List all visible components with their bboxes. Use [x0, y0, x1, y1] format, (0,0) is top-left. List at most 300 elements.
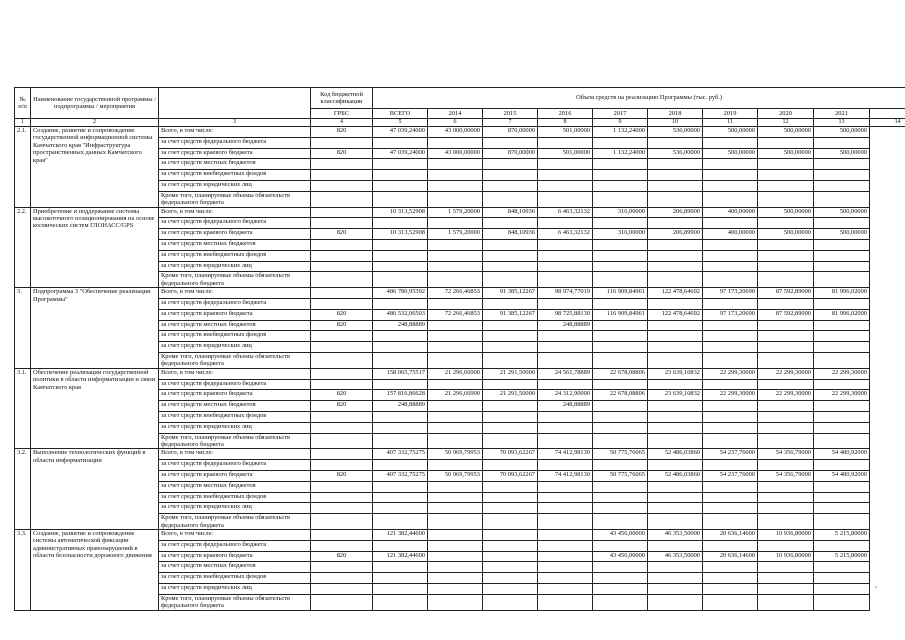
- section-name: Подпрограмма 3 "Обеспечение реализации Программы": [31, 288, 159, 369]
- year-value: [538, 218, 593, 229]
- total-value: 121 382,44600: [373, 551, 428, 562]
- year-value: [483, 320, 538, 331]
- year-value: [648, 514, 703, 530]
- grbs-code: [311, 261, 373, 272]
- year-value: [648, 594, 703, 610]
- grbs-code: [311, 218, 373, 229]
- year-value: [814, 422, 870, 433]
- year-value: [648, 159, 703, 170]
- total-value: [373, 352, 428, 368]
- total-value: [373, 492, 428, 503]
- year-value: [648, 342, 703, 353]
- column-number: 12: [758, 119, 814, 127]
- year-value: 6 463,32132: [538, 229, 593, 240]
- year-value: [538, 529, 593, 540]
- year-value: [648, 218, 703, 229]
- year-value: [814, 401, 870, 412]
- year-value: [428, 379, 483, 390]
- year-value: 206,89900: [648, 207, 703, 218]
- year-value: 22 299,30000: [758, 368, 814, 379]
- year-value: 54 480,92000: [814, 449, 870, 460]
- grbs-code: [311, 562, 373, 573]
- year-value: 22 678,08806: [593, 390, 648, 401]
- year-value: 43 000,00000: [428, 127, 483, 138]
- funding-source: за счет средств юридических лиц: [159, 503, 311, 514]
- year-value: [814, 503, 870, 514]
- total-value: [373, 503, 428, 514]
- year-value: [703, 239, 758, 250]
- year-value: [814, 170, 870, 181]
- grbs-code: [311, 379, 373, 390]
- year-value: [428, 170, 483, 181]
- budget-table: [14, 87, 905, 611]
- year-value: 206,89900: [648, 229, 703, 240]
- column-number: 4: [311, 119, 373, 127]
- grbs-code: [311, 481, 373, 492]
- funding-source: за счет средств краевого бюджета: [159, 148, 311, 159]
- year-value: 74 412,98130: [538, 449, 593, 460]
- year-value: [758, 583, 814, 594]
- page-mark: ▫: [874, 585, 877, 591]
- year-value: [538, 298, 593, 309]
- funding-source: за счет средств федерального бюджета: [159, 540, 311, 551]
- grbs-code: [311, 514, 373, 530]
- year-value: 1 132,24000: [593, 127, 648, 138]
- year-value: [703, 379, 758, 390]
- total-value: [373, 159, 428, 170]
- section-number: 3.: [15, 288, 31, 369]
- year-value: 87 592,89000: [758, 309, 814, 320]
- year-value: [428, 503, 483, 514]
- funding-source: за счет средств внебюджетных фондов: [159, 573, 311, 584]
- year-value: [814, 250, 870, 261]
- year-value: [593, 170, 648, 181]
- year-value: [814, 514, 870, 530]
- grbs-code: 820: [311, 390, 373, 401]
- year-value: [758, 298, 814, 309]
- year-value: [538, 540, 593, 551]
- year-value: [648, 460, 703, 471]
- total-value: [373, 331, 428, 342]
- year-value: 122 478,64692: [648, 288, 703, 299]
- year-value: [814, 239, 870, 250]
- year-value: 20 636,14600: [703, 529, 758, 540]
- year-value: 500,00000: [814, 148, 870, 159]
- year-value: [648, 331, 703, 342]
- year-value: 50 969,79953: [428, 449, 483, 460]
- year-value: 54 237,76000: [703, 449, 758, 460]
- funding-source: Всего, в том числе:: [159, 288, 311, 299]
- grbs-code: 820: [311, 229, 373, 240]
- grbs-code: 820: [311, 551, 373, 562]
- year-value: 23 639,10832: [648, 390, 703, 401]
- grbs-code: [311, 137, 373, 148]
- year-value: [428, 298, 483, 309]
- year-value: 500,00000: [703, 148, 758, 159]
- year-value: [483, 551, 538, 562]
- year-value: 46 353,50000: [648, 551, 703, 562]
- header-name: Наименование государственной программы / подпрограммы / мероприятия: [31, 88, 159, 119]
- year-value: [758, 352, 814, 368]
- year-value: [814, 159, 870, 170]
- funding-source: за счет средств юридических лиц: [159, 342, 311, 353]
- year-value: [703, 272, 758, 288]
- total-value: [373, 272, 428, 288]
- year-value: 536,00000: [648, 127, 703, 138]
- year-value: [428, 514, 483, 530]
- year-value: 54 356,79000: [758, 470, 814, 481]
- year-value: 500,00000: [703, 127, 758, 138]
- year-value: 500,00000: [758, 207, 814, 218]
- year-value: [593, 562, 648, 573]
- year-value: [428, 272, 483, 288]
- year-value: [538, 250, 593, 261]
- year-value: [814, 460, 870, 471]
- year-value: [648, 411, 703, 422]
- year-value: 870,00000: [483, 127, 538, 138]
- year-value: [593, 411, 648, 422]
- year-value: [758, 250, 814, 261]
- funding-source: Всего, в том числе:: [159, 368, 311, 379]
- year-value: [758, 503, 814, 514]
- grbs-code: [311, 298, 373, 309]
- section-name: Обеспечение реализации государственной политики в области информатизации и связи Камчатского края: [31, 368, 159, 449]
- year-value: [483, 562, 538, 573]
- funding-source: Кроме того, планируемые объемы обязательств федерального бюджета: [159, 433, 311, 449]
- year-value: 848,10936: [483, 207, 538, 218]
- year-value: [428, 492, 483, 503]
- year-value: 50 775,76065: [593, 470, 648, 481]
- year-value: [483, 298, 538, 309]
- year-value: [483, 433, 538, 449]
- funding-source: Кроме того, планируемые объемы обязательств федерального бюджета: [159, 191, 311, 207]
- year-value: 116 909,84961: [593, 288, 648, 299]
- year-value: [483, 170, 538, 181]
- year-value: [538, 180, 593, 191]
- total-value: 157 816,86628: [373, 390, 428, 401]
- year-value: [593, 594, 648, 610]
- year-value: [648, 583, 703, 594]
- year-value: 500,00000: [758, 148, 814, 159]
- column-number: 7: [483, 119, 538, 127]
- year-value: 74 412,98130: [538, 470, 593, 481]
- total-value: 10 313,52908: [373, 207, 428, 218]
- year-value: [648, 573, 703, 584]
- total-value: [373, 218, 428, 229]
- document-sheet: [14, 87, 901, 611]
- year-value: [593, 331, 648, 342]
- year-value: 22 299,30000: [703, 390, 758, 401]
- section-name: Создание, развитие и сопровождение системы автоматической фиксации административных правонарушений в области безопасности дорожного движения: [31, 529, 159, 610]
- year-value: [538, 583, 593, 594]
- year-value: [703, 250, 758, 261]
- year-value: 1 132,24000: [593, 148, 648, 159]
- year-value: [538, 261, 593, 272]
- year-value: [593, 492, 648, 503]
- total-value: [373, 562, 428, 573]
- year-value: [483, 460, 538, 471]
- year-value: [593, 191, 648, 207]
- grbs-code: [311, 411, 373, 422]
- year-value: [648, 540, 703, 551]
- section-number: 3.2.: [15, 449, 31, 530]
- year-value: [538, 411, 593, 422]
- year-value: [703, 594, 758, 610]
- year-value: 21 296,66900: [428, 368, 483, 379]
- year-value: [538, 460, 593, 471]
- year-value: [538, 514, 593, 530]
- year-value: [483, 239, 538, 250]
- year-value: [538, 352, 593, 368]
- year-value: 43 000,00000: [428, 148, 483, 159]
- year-value: 1 579,20000: [428, 229, 483, 240]
- year-value: [814, 261, 870, 272]
- year-value: [758, 401, 814, 412]
- total-value: [373, 460, 428, 471]
- total-value: 10 313,52908: [373, 229, 428, 240]
- funding-source: Кроме того, планируемые объемы обязательств федерального бюджета: [159, 352, 311, 368]
- section-number: 3.1.: [15, 368, 31, 449]
- column-number: 11: [703, 119, 758, 127]
- column-header: 2015: [483, 109, 538, 119]
- year-value: 97 173,20690: [703, 309, 758, 320]
- year-value: [814, 492, 870, 503]
- total-value: [373, 583, 428, 594]
- year-value: [428, 583, 483, 594]
- year-value: [814, 540, 870, 551]
- year-value: [758, 481, 814, 492]
- total-value: [373, 180, 428, 191]
- year-value: [428, 137, 483, 148]
- funding-source: за счет средств внебюджетных фондов: [159, 331, 311, 342]
- year-value: [483, 159, 538, 170]
- year-value: [703, 492, 758, 503]
- year-value: [428, 261, 483, 272]
- year-value: 98 725,88130: [538, 309, 593, 320]
- section-name: Создание, развитие и сопровождение государственной информационной системы Камчатского края "Инфраструктура пространственных данных Камчатского края": [31, 127, 159, 208]
- year-value: [593, 503, 648, 514]
- table-row: [15, 449, 905, 460]
- year-value: [593, 342, 648, 353]
- funding-source: за счет средств федерального бюджета: [159, 137, 311, 148]
- year-value: [703, 180, 758, 191]
- year-value: 70 093,62267: [483, 470, 538, 481]
- grbs-code: [311, 594, 373, 610]
- header-volume: Объем средств на реализацию Программы (тыс. руб.): [373, 88, 905, 109]
- year-value: 81 996,02000: [814, 288, 870, 299]
- grbs-code: [311, 449, 373, 460]
- grbs-code: [311, 342, 373, 353]
- year-value: 50 969,79953: [428, 470, 483, 481]
- funding-source: за счет средств внебюджетных фондов: [159, 492, 311, 503]
- year-value: 536,00000: [648, 148, 703, 159]
- year-value: [428, 401, 483, 412]
- year-value: [483, 492, 538, 503]
- year-value: [648, 272, 703, 288]
- year-value: [593, 540, 648, 551]
- funding-source: Всего, в том числе:: [159, 127, 311, 138]
- year-value: [483, 352, 538, 368]
- column-number: 2: [31, 119, 159, 127]
- year-value: 22 299,30000: [814, 390, 870, 401]
- year-value: [428, 250, 483, 261]
- year-value: [648, 492, 703, 503]
- year-value: 97 173,20690: [703, 288, 758, 299]
- year-value: [814, 320, 870, 331]
- year-value: [703, 342, 758, 353]
- year-value: [703, 170, 758, 181]
- year-value: [758, 218, 814, 229]
- year-value: [758, 159, 814, 170]
- column-header: 2014: [428, 109, 483, 119]
- funding-source: за счет средств федерального бюджета: [159, 218, 311, 229]
- total-value: [373, 298, 428, 309]
- column-header: ГРБС: [311, 109, 373, 119]
- year-value: [648, 298, 703, 309]
- year-value: 501,00000: [538, 148, 593, 159]
- section-number: 2.1.: [15, 127, 31, 208]
- column-number: 14: [870, 119, 905, 127]
- total-value: [373, 514, 428, 530]
- grbs-code: [311, 331, 373, 342]
- funding-source: за счет средств местных бюджетов: [159, 239, 311, 250]
- grbs-code: 820: [311, 401, 373, 412]
- funding-source: Кроме того, планируемые объемы обязательств федерального бюджета: [159, 272, 311, 288]
- year-value: 116 909,84961: [593, 309, 648, 320]
- grbs-code: [311, 529, 373, 540]
- column-number: 6: [428, 119, 483, 127]
- year-value: [814, 433, 870, 449]
- year-value: 98 974,77019: [538, 288, 593, 299]
- year-value: [648, 352, 703, 368]
- year-value: 54 237,76000: [703, 470, 758, 481]
- grbs-code: [311, 503, 373, 514]
- year-value: [703, 320, 758, 331]
- year-value: 5 215,80000: [814, 529, 870, 540]
- year-value: [758, 342, 814, 353]
- year-value: [483, 594, 538, 610]
- year-value: [538, 379, 593, 390]
- year-value: 848,10936: [483, 229, 538, 240]
- grbs-code: [311, 352, 373, 368]
- funding-source: за счет средств местных бюджетов: [159, 481, 311, 492]
- year-value: [483, 401, 538, 412]
- year-value: [538, 342, 593, 353]
- year-value: 70 093,62267: [483, 449, 538, 460]
- year-value: [758, 191, 814, 207]
- year-value: [483, 514, 538, 530]
- year-value: [538, 137, 593, 148]
- grbs-code: [311, 207, 373, 218]
- year-value: 50 775,76065: [593, 449, 648, 460]
- grbs-code: 820: [311, 470, 373, 481]
- year-value: 500,00000: [758, 127, 814, 138]
- year-value: [428, 562, 483, 573]
- year-value: 72 266,46853: [428, 309, 483, 320]
- year-value: [814, 342, 870, 353]
- year-value: 22 299,30000: [814, 368, 870, 379]
- funding-source: за счет средств юридических лиц: [159, 422, 311, 433]
- year-value: 21 291,50000: [483, 390, 538, 401]
- year-value: [758, 180, 814, 191]
- total-value: [373, 239, 428, 250]
- funding-source: за счет средств краевого бюджета: [159, 309, 311, 320]
- year-value: 316,00000: [593, 229, 648, 240]
- year-value: 500,00000: [758, 229, 814, 240]
- year-value: [538, 562, 593, 573]
- total-value: [373, 191, 428, 207]
- year-value: [428, 352, 483, 368]
- total-value: [373, 379, 428, 390]
- year-value: [483, 191, 538, 207]
- year-value: [758, 239, 814, 250]
- year-value: [703, 137, 758, 148]
- year-value: 91 385,12267: [483, 309, 538, 320]
- year-value: [758, 433, 814, 449]
- year-value: [483, 481, 538, 492]
- total-value: 407 332,75275: [373, 470, 428, 481]
- year-value: [428, 573, 483, 584]
- year-value: [703, 298, 758, 309]
- year-value: [593, 218, 648, 229]
- year-value: [814, 298, 870, 309]
- year-value: 400,00000: [703, 207, 758, 218]
- total-value: [373, 481, 428, 492]
- year-value: [483, 379, 538, 390]
- year-value: [593, 180, 648, 191]
- year-value: [703, 401, 758, 412]
- year-value: [483, 573, 538, 584]
- funding-source: за счет средств местных бюджетов: [159, 401, 311, 412]
- year-value: 248,88889: [538, 401, 593, 412]
- year-value: [593, 573, 648, 584]
- total-value: [373, 540, 428, 551]
- funding-source: за счет средств местных бюджетов: [159, 159, 311, 170]
- total-value: [373, 433, 428, 449]
- column-header: 2018: [648, 109, 703, 119]
- funding-source: за счет средств местных бюджетов: [159, 562, 311, 573]
- year-value: [538, 551, 593, 562]
- year-value: [703, 583, 758, 594]
- funding-source: Всего, в том числе:: [159, 529, 311, 540]
- year-value: 43 456,00000: [593, 551, 648, 562]
- year-value: [428, 551, 483, 562]
- year-value: [648, 261, 703, 272]
- column-header: 2016: [538, 109, 593, 119]
- year-value: [428, 422, 483, 433]
- total-value: 248,88889: [373, 320, 428, 331]
- table-row: [15, 127, 905, 138]
- section-name: Приобретение и поддержание системы высокоточного позиционирования на основе космических систем ГЛОНАСС/GPS: [31, 207, 159, 288]
- grbs-code: [311, 433, 373, 449]
- year-value: 501,00000: [538, 127, 593, 138]
- funding-source: за счет средств юридических лиц: [159, 261, 311, 272]
- year-value: [758, 460, 814, 471]
- year-value: [758, 514, 814, 530]
- year-value: [593, 159, 648, 170]
- year-value: [483, 261, 538, 272]
- grbs-code: [311, 460, 373, 471]
- year-value: [703, 460, 758, 471]
- year-value: [593, 401, 648, 412]
- grbs-code: [311, 422, 373, 433]
- total-value: 486 532,06503: [373, 309, 428, 320]
- total-value: [373, 170, 428, 181]
- funding-source: за счет средств внебюджетных фондов: [159, 250, 311, 261]
- year-value: [428, 433, 483, 449]
- year-value: [428, 331, 483, 342]
- year-value: [483, 503, 538, 514]
